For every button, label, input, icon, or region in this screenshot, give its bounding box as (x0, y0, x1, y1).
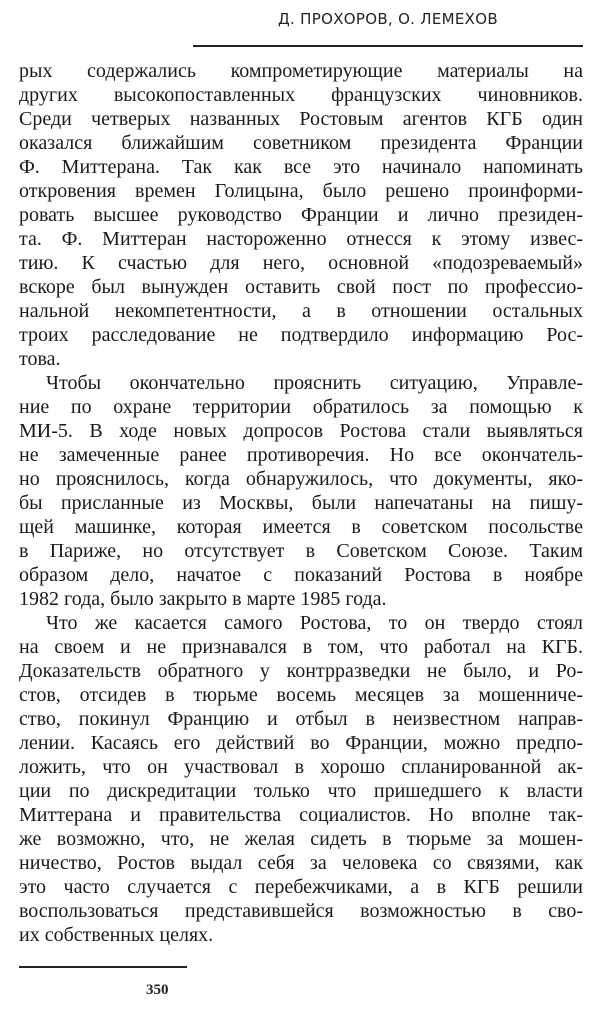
paragraph (19, 59, 583, 371)
text-line: на своем и не признавался в том, что работал на КГБ. (19, 636, 583, 658)
text-line: рых содержались компрометирующие материалы на (19, 60, 583, 82)
text-line: же возможно, что, не желая сидеть в тюрьме за мошен- (19, 828, 583, 850)
text-line: Ф. Миттерана. Так как все это начинало напоминать (19, 156, 583, 178)
text-line: Чтобы окончательно прояснить ситуацию, Управле- (46, 372, 583, 394)
text-line: ние по охране территории обратилось за помощью к (19, 396, 583, 418)
text-line: щей машинке, которая имеется в советском посольстве (19, 516, 583, 538)
page-number: 350 (146, 982, 169, 998)
text-line: ство, покинул Францию и отбыл в неизвестном направ- (19, 708, 583, 730)
text-line: образом дело, начатое с показаний Ростова в ноябре (19, 564, 583, 586)
text-line: бы присланные из Москвы, были напечатаны на пишу- (19, 492, 583, 514)
text-line: откровения времен Голицына, было решено проинформи- (19, 180, 583, 202)
text-line: тию. К счастью для него, основной «подозреваемый» (19, 252, 583, 274)
text-line: вскоре был вынужден оставить свой пост по профессио- (19, 276, 583, 298)
text-line: других высокопоставленных французских чиновников. (19, 84, 583, 106)
text-line: нальной некомпетентности, а в отношении остальных (19, 300, 583, 322)
text-line: в Париже, но отсутствует в Советском Союзе. Таким (19, 540, 583, 562)
text-line: 1982 года, было закрыто в марте 1985 года. (19, 588, 387, 610)
running-header: Д. ПРОХОРОВ, О. ЛЕМЕХОВ (278, 10, 498, 28)
text-line: ложить, что он участвовал в хорошо спланированной ак- (19, 756, 583, 778)
text-line: их собственных целях. (19, 924, 214, 946)
text-line: Среди четверых названных Ростовым агентов КГБ один (19, 108, 583, 130)
text-line: ровать высшее руководство Франции и лично президен- (19, 204, 583, 226)
paragraph (19, 611, 583, 947)
header-rule (193, 45, 583, 47)
text-line: МИ-5. В ходе новых допросов Ростова стали выявляться (19, 420, 583, 442)
text-line: ничество, Ростов выдал себя за человека со связями, как (19, 852, 583, 874)
text-line: та. Ф. Миттеран настороженно отнесся к этому извес- (19, 228, 583, 250)
footnote-rule (19, 966, 187, 968)
text-line: стов, отсидев в тюрьме восемь месяцев за мошенниче- (19, 684, 583, 706)
text-line: това. (19, 348, 61, 370)
text-line: но прояснилось, когда обнаружилось, что документы, яко- (19, 468, 583, 490)
text-line: воспользоваться представившейся возможностью в сво- (19, 900, 583, 922)
text-line: троих расследование не подтвердило информацию Рос- (19, 324, 583, 346)
text-line: это часто случается с перебежчиками, а в КГБ решили (19, 876, 583, 898)
text-line: оказался ближайшим советником президента Франции (19, 132, 583, 154)
text-line: не замеченные ранее противоречия. Но все окончатель- (19, 444, 583, 466)
text-line: Доказательств обратного у контрразведки не было, и Ро- (19, 660, 583, 682)
text-line: Миттерана и правительства социалистов. Но вполне так- (19, 804, 583, 826)
paragraph (19, 371, 583, 611)
text-line: ции по дискредитации только что пришедшего к власти (19, 780, 583, 802)
text-line: Что же касается самого Ростова, то он твердо стоял (46, 612, 583, 634)
text-line: лении. Касаясь его действий во Франции, можно предпо- (19, 732, 583, 754)
body-text (19, 59, 583, 947)
